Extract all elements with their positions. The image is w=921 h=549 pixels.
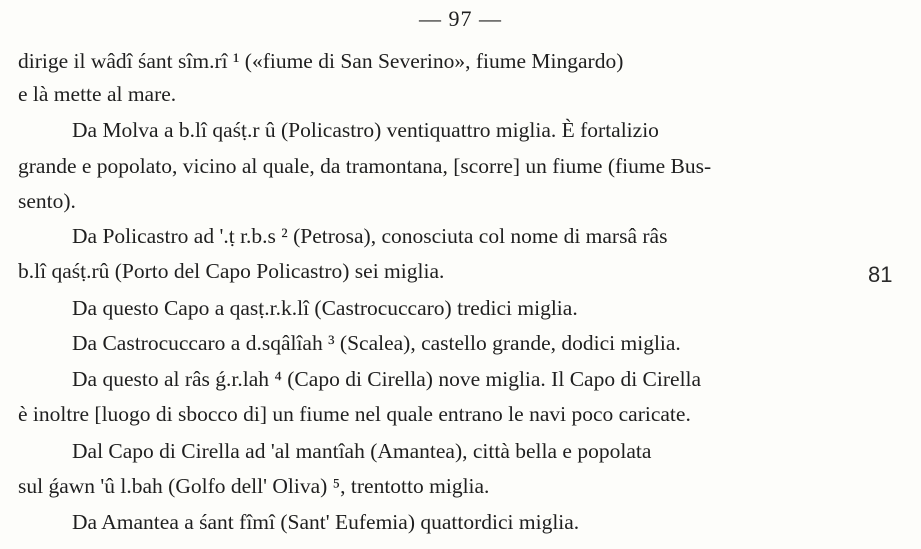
text-line-14: Da Amantea a śant fîmî (Sant' Eufemia) quattordici miglia. — [72, 510, 580, 534]
text-line-2: e là mette al mare. — [18, 82, 177, 106]
text-line-7: b.lî qaśṭ.rû (Porto del Capo Policastro) sei miglia. — [18, 259, 445, 283]
page-header: — 97 — — [419, 6, 502, 31]
text-line-5: sento). — [18, 189, 76, 213]
text-line-6: Da Policastro ad '.ṭ r.b.s ² (Petrosa), conosciuta col nome di marsâ râs — [72, 224, 668, 248]
text-line-4: grande e popolato, vicino al quale, da tramontana, [scorre] un fiume (fiume Bus- — [18, 154, 712, 178]
text-line-12: Dal Capo di Cirella ad 'al mantîah (Amantea), città bella e popolata — [72, 439, 652, 463]
text-line-8: Da questo Capo a qasṭ.r.k.lî (Castrocuccaro) tredici miglia. — [72, 296, 578, 320]
text-line-13: sul ǵawn 'û l.bah (Golfo dell' Oliva) ⁵, trentotto miglia. — [18, 474, 490, 498]
margin-page-number: 81 — [868, 262, 893, 287]
text-line-10: Da questo al râs ǵ.r.lah ⁴ (Capo di Cirella) nove miglia. Il Capo di Cirella — [72, 367, 702, 391]
text-line-1: dirige il wâdî śant sîm.rî ¹ («fiume di San Severino», fiume Mingardo) — [18, 49, 624, 73]
text-line-9: Da Castrocuccaro a d.sqâlîah ³ (Scalea), castello grande, dodici miglia. — [72, 331, 681, 355]
text-line-3: Da Molva a b.lî qaśṭ.r û (Policastro) ventiquattro miglia. È fortalizio — [72, 118, 659, 142]
text-line-11: è inoltre [luogo di sbocco di] un fiume nel quale entrano le navi poco caricate. — [18, 402, 691, 426]
